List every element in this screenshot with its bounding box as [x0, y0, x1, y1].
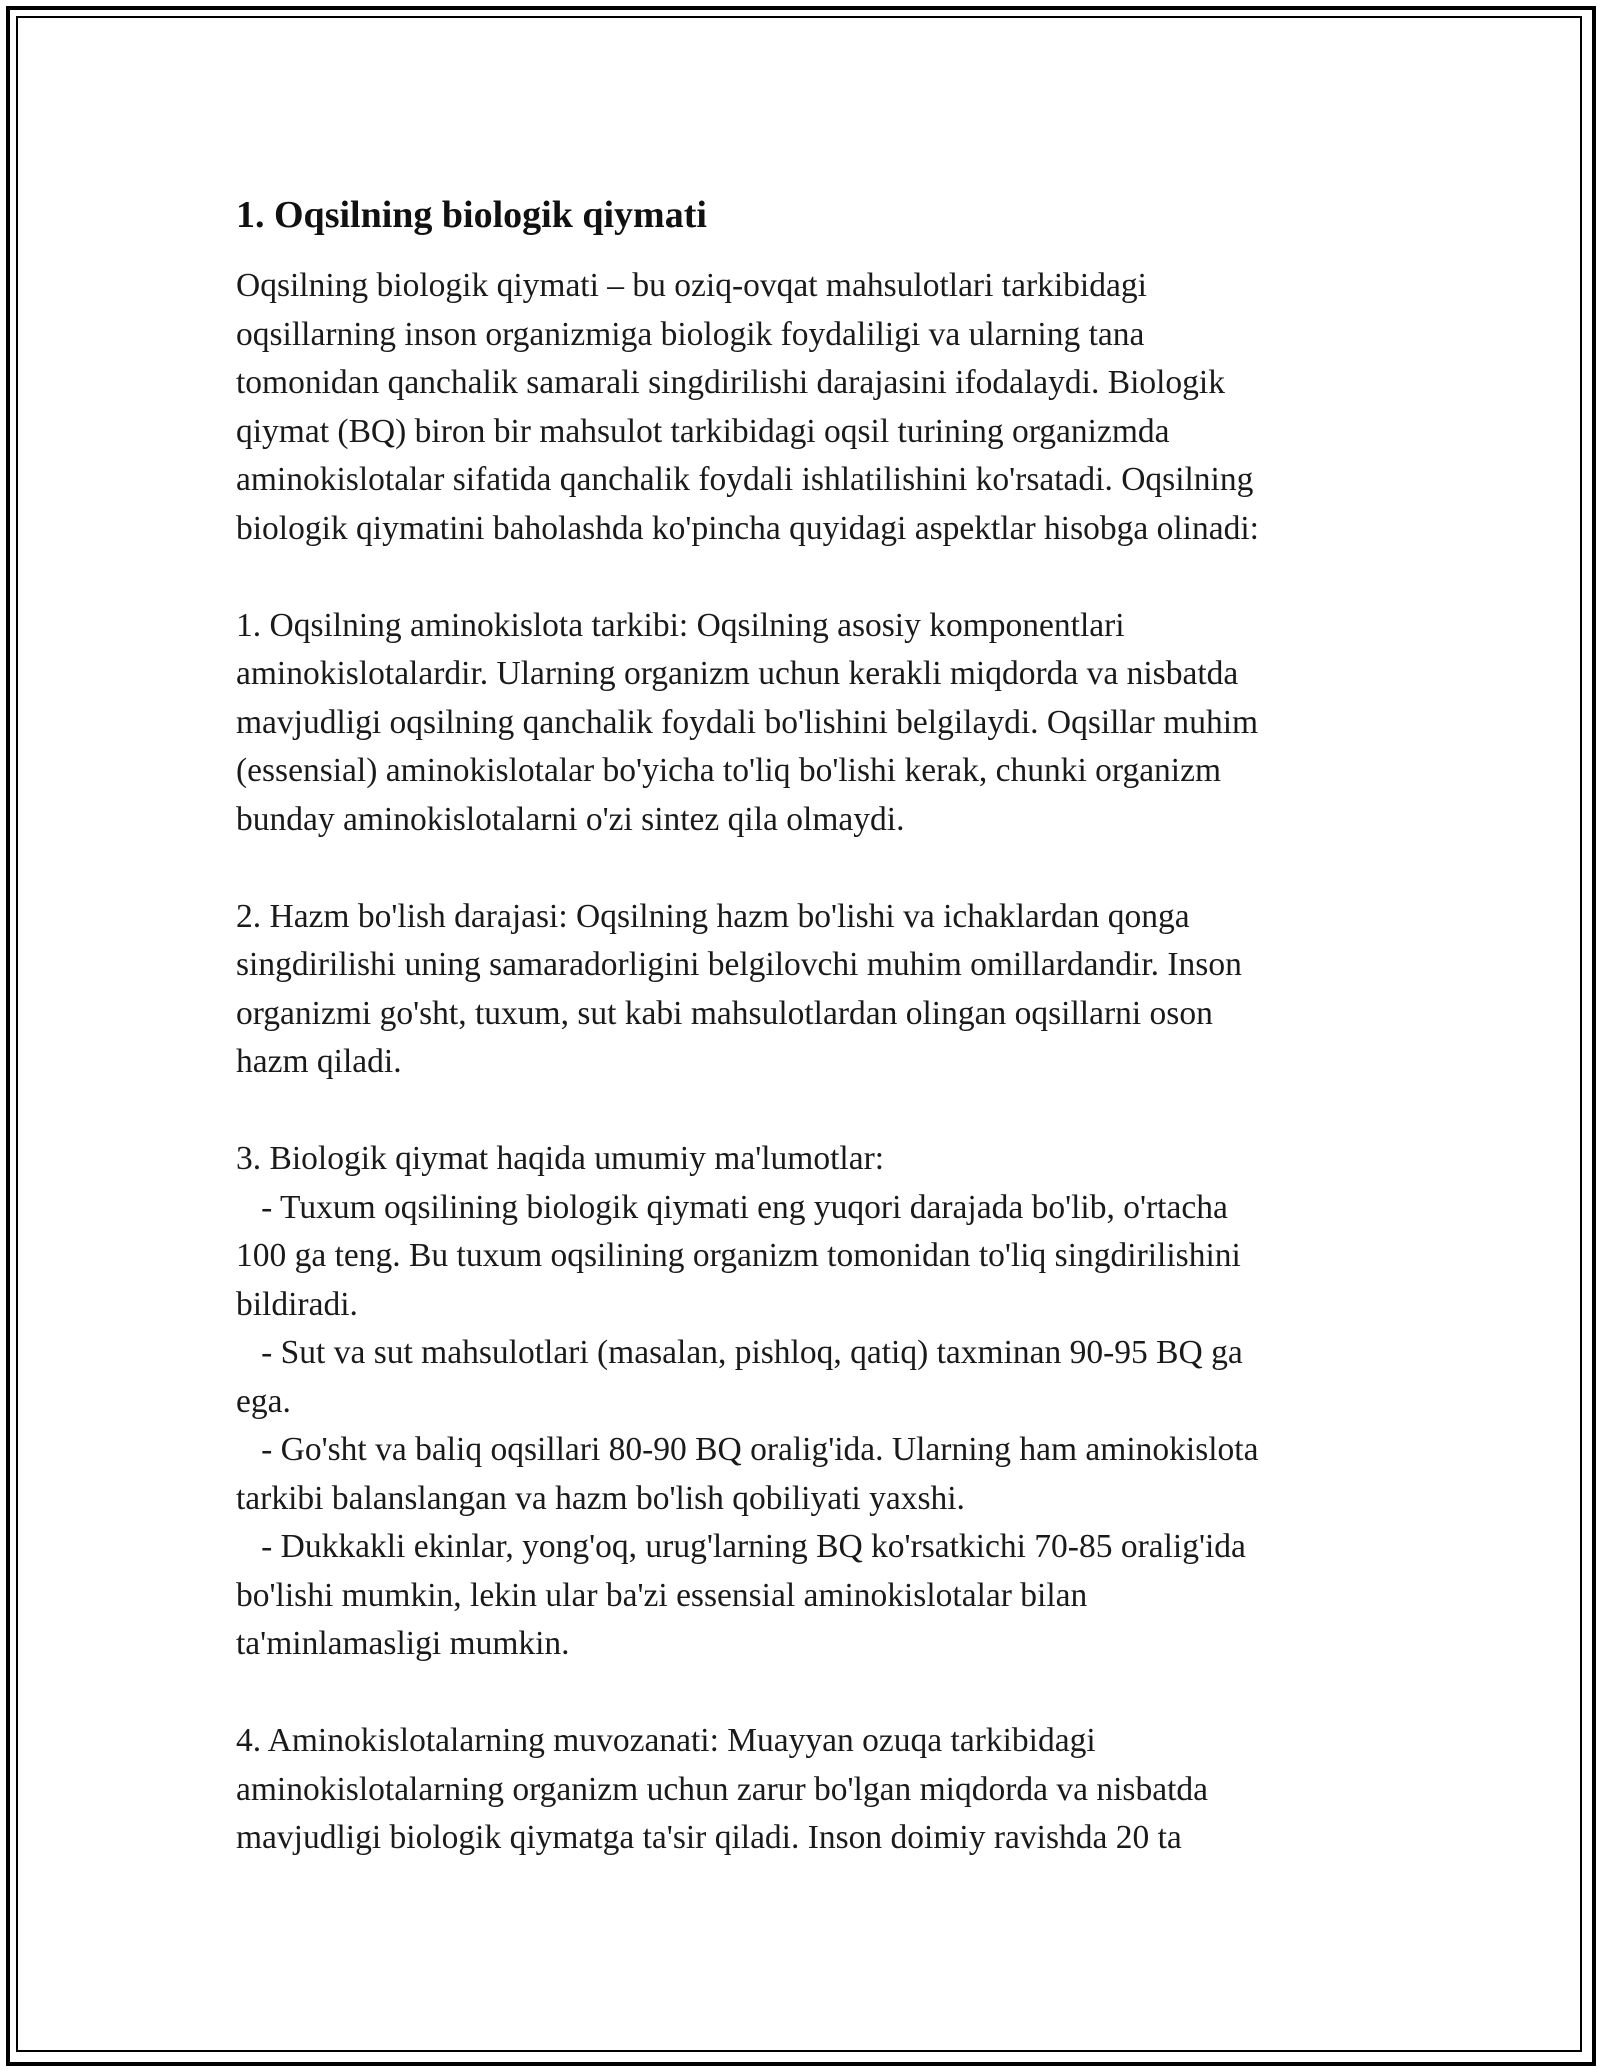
- document-content: [236, 190, 1376, 1880]
- section-heading: 1. Oqsilning biologik qiymati: [236, 194, 707, 236]
- body-text: Oqsilning biologik qiymati – bu oziq-ovqat mahsulotlari tarkibidagi oqsillarning inson organizmiga biologik foydaliligi va ularning tana tomonidan qanchalik samarali singdirilishi darajasini ifodalaydi. Biologik qiymat (BQ) biron bir mahsulot tarkibidagi oqsil turining organizmda aminokislotalar sifatida qanchalik foydali ishlatilishini ko'rsatadi. Oqsilning biologik qiymatini baholashda ko'pincha quyidagi aspektlar hisobga olinadi: 1. Oqsilning aminokislota tarkibi: Oqsilning asosiy komponentlari aminokislotalardir. Ularning organizm uchun kerakli miqdorda va nisbatda mavjudligi oqsilning qanchalik foydali bo'lishini belgilaydi. Oqsillar muhim (essensial) aminokislotalar bo'yicha to'liq bo'lishi kerak, chunki organizm bunday aminokislotalarni o'zi sintez qila olmaydi. 2. Hazm bo'lish darajasi: Oqsilning hazm bo'lishi va ichaklardan qonga singdirilishi uning samaradorligini belgilovchi muhim omillardandir. Inson organizmi go'sht, tuxum, sut kabi mahsulotlardan olingan oqsillarni oson hazm qiladi. 3. Biologik qiymat haqida umumiy ma'lumotlar: - Tuxum oqsilining biologik qiymati eng yuqori darajada bo'lib, o'rtacha 100 ga teng. Bu tuxum oqsilining organizm tomonidan to'liq singdirilishini bildiradi. - Sut va sut mahsulotlari (masalan, pishloq, qatiq) taxminan 90-95 BQ ga ega. - Go'sht va baliq oqsillari 80-90 BQ oralig'ida. Ularning ham aminokislota tarkibi balanslangan va hazm bo'lish qobiliyati yaxshi. - Dukkakli ekinlar, yong'oq, urug'larning BQ ko'rsatkichi 70-85 oralig'ida bo'lishi mumkin, lekin ular ba'zi essensial aminokislotalar bilan ta'minlamasligi mumkin. 4. Aminokislotalarning muvozanati: Muayyan ozuqa tarkibidagi aminokislotalarning organizm uchun zarur bo'lgan miqdorda va nisbatda mavjudligi biologik qiymatga ta'sir qiladi. Inson doimiy ravishda 20 ta: [236, 267, 1259, 1856]
